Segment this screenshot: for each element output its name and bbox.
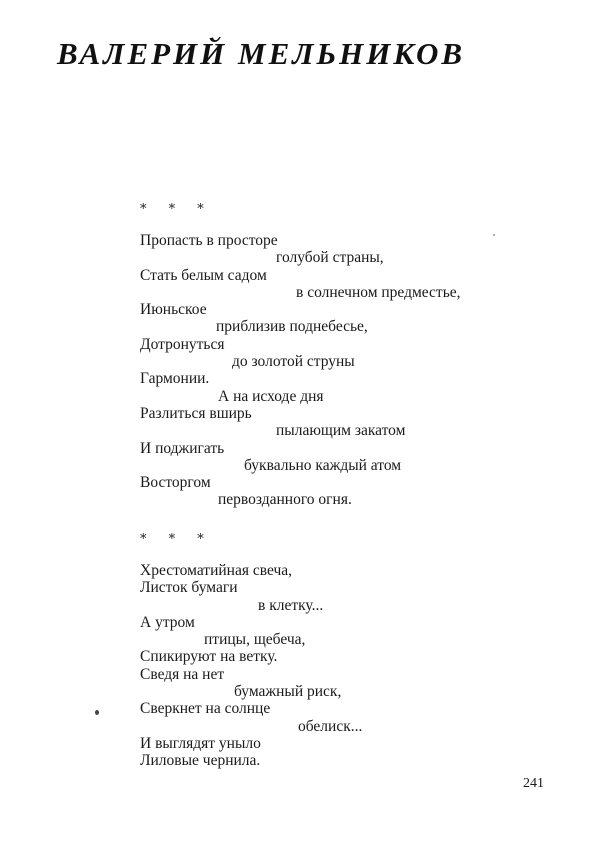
poem-line: Июньское: [140, 301, 207, 319]
poem-line: приблизив поднебесье,: [216, 318, 368, 336]
poem-line: А на исходе дня: [218, 387, 324, 405]
poem-line: Лиловые чернила.: [140, 752, 261, 770]
page-number: 241: [523, 776, 544, 791]
scan-speck: [95, 710, 99, 715]
poem-line: Хрестоматийная свеча,: [140, 562, 292, 579]
poem-line: Сведя на нет: [140, 665, 225, 683]
poem-line: первозданного огня.: [218, 491, 352, 509]
poem-line: Пропасть в просторе: [140, 232, 278, 249]
poem-line: буквально каждый атом: [244, 456, 402, 474]
scan-speck: [493, 234, 495, 236]
poem-line: Восторгом: [140, 474, 211, 492]
poem-line: Разлиться вширь: [140, 404, 252, 422]
poem-line: голубой страны,: [276, 249, 384, 267]
section-separator: * * *: [140, 532, 213, 547]
poem-line: И выглядят уныло: [140, 734, 261, 752]
poem-line: пылающим закатом: [276, 422, 406, 440]
poem-line: Гармонии.: [140, 370, 210, 388]
poem-line: Листок бумаги: [140, 579, 238, 597]
poem-1: [140, 203, 540, 509]
poem-line: Стать белым садом: [140, 266, 267, 284]
poem-line: Спикируют на ветку.: [140, 648, 278, 666]
author-heading: ВАЛЕРИЙ МЕЛЬНИКОВ: [57, 36, 466, 71]
poem-line: Сверкнет на солнце: [140, 700, 271, 718]
poem-line: Дотронуться: [140, 335, 225, 353]
section-separator: * * *: [140, 202, 213, 217]
poem-line: птицы, щебеча,: [204, 631, 306, 649]
poem-2: [140, 533, 540, 770]
poem-line: до золотой струны: [232, 353, 355, 371]
poem-line: А утром: [140, 613, 195, 631]
poem-line: И поджигать: [140, 439, 225, 457]
poem-line: в солнечном предместье,: [296, 283, 461, 301]
poem-line: в клетку...: [258, 596, 324, 614]
poem-line: обелиск...: [298, 717, 363, 735]
poem-line: бумажный риск,: [234, 683, 342, 701]
